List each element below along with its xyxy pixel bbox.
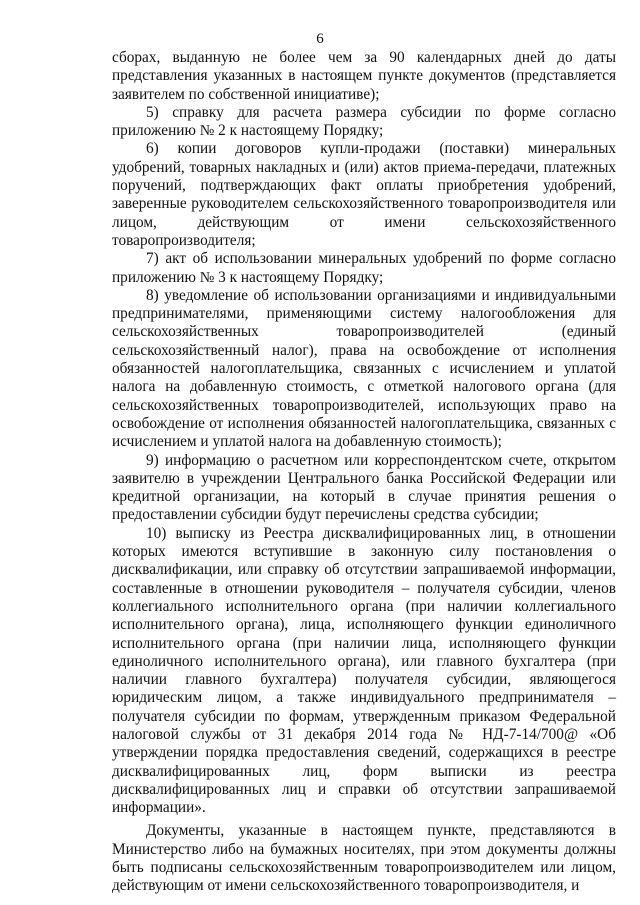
paragraph-item-8: 8) уведомление об использовании организациями и индивидуальными предпринимателями, применяющими систему налогообложения для сельскохозяйственных товаропроизводителей (единый сельскохозяйственный налог), права на освобождение от исполнения обязанностей налогоплательщика, связанных с исчислением и уплатой налога на добавленную стоимость, с отметкой налогового органа (для сельскохозяйственных товаропроизводителей, использующих право на освобождение от исполнения обязанностей налогоплательщика, связанных с исчислением и уплатой налога на добавленную стоимость); <box>112 286 616 451</box>
paragraph-documents: Документы, указанные в настоящем пункте, представляются в Министерство либо на бумажных носителях, при этом документы должны быть подписаны сельскохозяйственным товаропроизводителем или лицом, действующим от имени сельскохозяйственного товаропроизводителя, и <box>112 822 616 895</box>
paragraph-item-7: 7) акт об использовании минеральных удобрений по форме согласно приложению № 3 к настоящему Порядку; <box>112 250 616 286</box>
paragraph-item-6: 6) копии договоров купли-продажи (поставки) минеральных удобрений, товарных накладных и (или) актов приема-передачи, платежных поручений, подтверждающих факт оплаты приобретения удобрений, заверенные руководителем сельскохозяйственного товаропроизводителя или лицом, действующим от имени сельскохозяйственного товаропроизводителя; <box>112 140 616 249</box>
page-number: 6 <box>316 31 324 47</box>
paragraph-item-5: 5) справку для расчета размера субсидии по форме согласно приложению № 2 к настоящему Порядку; <box>112 103 616 140</box>
paragraph-item-10: 10) выписку из Реестра дисквалифицированных лиц, в отношении которых имеются вступившие в законную силу постановления о дисквалификации, или справку об отсутствии запрашиваемой информации, составленные в отношении руководителя – получателя субсидии, членов коллегиального исполнительного органа (при наличии коллегиального исполнительного органа), лица, исполняющего функции единоличного исполнительного органа (при наличии лица, исполняющего функции единоличного исполнительного органа), или главного бухгалтера (при наличии главного бухгалтера) получателя субсидии, являющегося юридическим лицом, а также индивидуального предпринимателя – получателя субсидии по формам, утвержденным приказом Федеральной налоговой службы от 31 декабря 2014 года № НД-7-14/700@ «Об утверждении порядка предоставления сведений, содержащихся в реестре дисквалифицированных лиц, форм выписки из реестра дисквалифицированных лиц и справки об отсутствии запрашиваемой информации». <box>112 524 616 817</box>
paragraph-item-9: 9) информацию о расчетном или корреспондентском счете, открытом заявителю в учреждении Центрального банка Российской Федерации или кредитной организации, на который в случае принятия решения о предоставлении субсидии будут перечислены средства субсидии; <box>112 451 616 524</box>
document-body <box>112 49 616 896</box>
paragraph-continuation: сборах, выданную не более чем за 90 календарных дней до даты представления указанных в настоящем пункте документов (представляется заявителем по собственной инициативе); <box>112 49 616 103</box>
